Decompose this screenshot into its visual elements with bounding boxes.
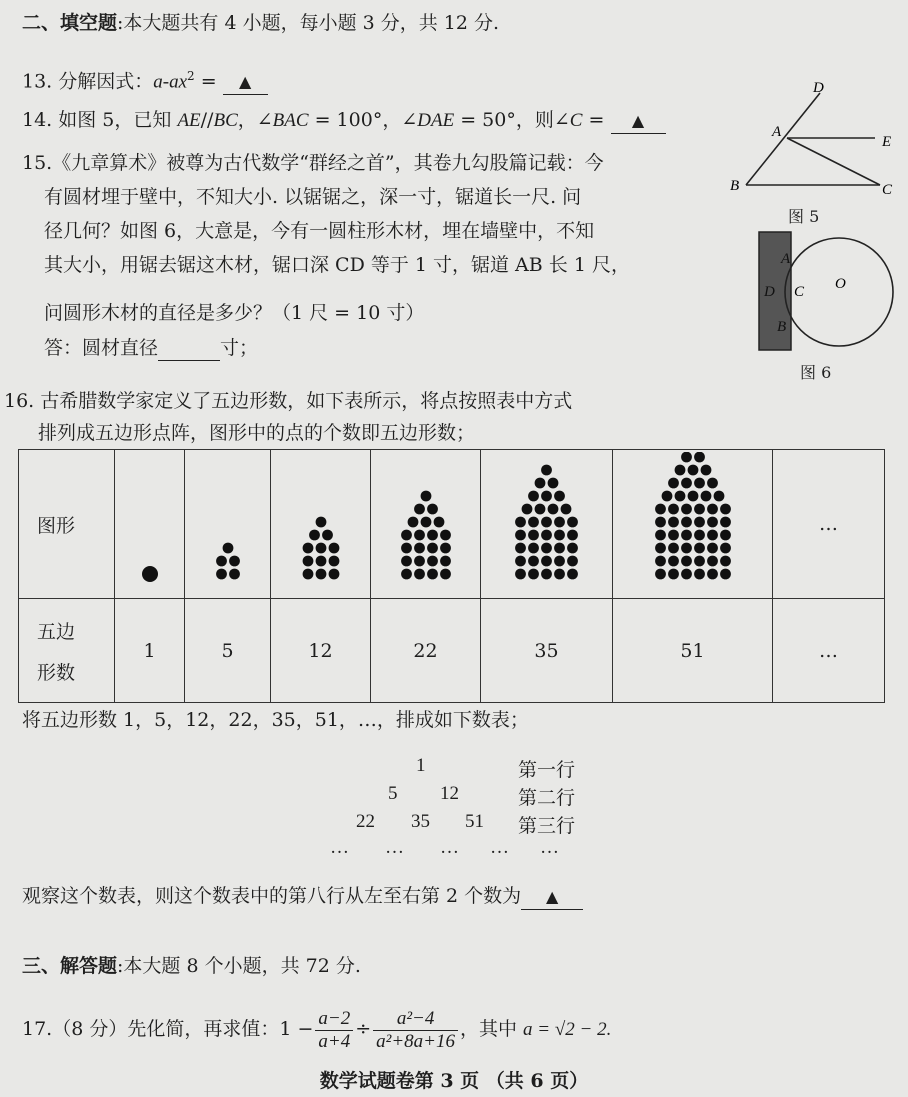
dot-figure-1 xyxy=(120,452,180,592)
pent-dot xyxy=(229,568,240,579)
pent-dot xyxy=(561,503,572,514)
pent-dot xyxy=(668,542,679,553)
pent-dot xyxy=(720,542,731,553)
pent-dot xyxy=(328,542,339,553)
q13-number: 13. xyxy=(22,70,53,93)
q13-exponent: 2 xyxy=(187,69,195,83)
pent-dot xyxy=(309,529,320,540)
pent-dot xyxy=(515,516,526,527)
q17-f1-numerator: a−2 xyxy=(315,1008,353,1031)
row3-label-text: 第三行 xyxy=(518,815,576,837)
pent-dot xyxy=(541,516,552,527)
q17-f2-numerator: a²−4 xyxy=(373,1008,458,1031)
pent-dot xyxy=(700,490,711,501)
pent-figure-2 xyxy=(185,450,271,599)
pent-dot xyxy=(515,529,526,540)
q16-answer-blank[interactable] xyxy=(521,884,583,910)
question-14 xyxy=(22,108,666,134)
pent-dot xyxy=(681,529,692,540)
pent-dot xyxy=(216,555,227,566)
pent-dot xyxy=(528,542,539,553)
pent-dot xyxy=(528,529,539,540)
q17-text2: ，其中 xyxy=(460,1018,524,1040)
pent-dot xyxy=(681,555,692,566)
pent-dot xyxy=(528,490,539,501)
pent-dot xyxy=(720,503,731,514)
pent-dot xyxy=(315,542,326,553)
row3-num-3: 51 xyxy=(465,811,484,832)
pent-dot xyxy=(681,477,692,488)
pent-dot xyxy=(655,568,666,579)
pent-dot xyxy=(315,516,326,527)
q16-question-text: 观察这个数表，则这个数表中的第八行从左至右第 2 个数为 xyxy=(22,885,522,907)
pent-dot xyxy=(528,555,539,566)
pent-figure-5 xyxy=(481,450,613,599)
section2-title: 二、填空题 xyxy=(22,12,118,34)
pent-dot xyxy=(707,503,718,514)
pent-dot xyxy=(328,555,339,566)
pent-dot xyxy=(707,477,718,488)
pent-dot xyxy=(315,555,326,566)
fig5-label-c: C xyxy=(882,182,893,198)
pent-dot xyxy=(541,529,552,540)
pent-dot xyxy=(567,542,578,553)
pent-dot xyxy=(655,516,666,527)
question-13 xyxy=(22,64,268,95)
answer-triangle-icon: ▲ xyxy=(239,72,252,92)
dot-figure-3 xyxy=(276,452,366,592)
pent-dot xyxy=(401,555,412,566)
pent-dot xyxy=(554,529,565,540)
pent-dot xyxy=(707,516,718,527)
figure-6-caption: 图 6 xyxy=(800,363,832,382)
pent-dot xyxy=(554,555,565,566)
pent-dot xyxy=(440,568,451,579)
section2-heading xyxy=(22,11,499,35)
row1-num-1: 1 xyxy=(416,755,426,776)
figure-6 xyxy=(755,230,895,355)
pent-dot xyxy=(420,516,431,527)
pent-dot xyxy=(681,568,692,579)
pent-dot xyxy=(401,568,412,579)
pent-dot xyxy=(315,568,326,579)
pent-dot xyxy=(720,555,731,566)
fig5-label-b: B xyxy=(730,178,740,194)
pent-dot xyxy=(427,555,438,566)
fig6-label-b: B xyxy=(777,319,787,335)
dot-figure-5 xyxy=(484,452,609,592)
q14-text-c: = 100°，∠ xyxy=(308,109,418,131)
q15-line5: 问圆形木材的直径是多少？（1 尺 = 10 寸） xyxy=(44,302,425,324)
fig6-label-o: O xyxy=(835,276,846,292)
pent-dot xyxy=(694,529,705,540)
fig5-label-e: E xyxy=(882,134,892,150)
q15-line3: 径几何？如图 6，大意是，今有一圆柱形木材，埋在墙壁中，不知 xyxy=(44,220,595,242)
q15-answer-suffix: 寸； xyxy=(220,337,259,359)
pent-dot xyxy=(694,452,705,462)
pent-dot xyxy=(302,542,313,553)
row2-num-2: 12 xyxy=(440,783,459,804)
q15-line2: 有圆材埋于壁中，不知大小. 以锯锯之，深一寸，锯道长一尺. 问 xyxy=(44,186,582,208)
pent-dot xyxy=(440,542,451,553)
pent-number-5: 35 xyxy=(481,599,613,703)
pent-dot xyxy=(681,542,692,553)
q15-answer-line xyxy=(44,336,258,361)
pent-dot xyxy=(668,477,679,488)
pent-number-1: 1 xyxy=(115,599,185,703)
pent-dot xyxy=(401,529,412,540)
pent-dot xyxy=(535,503,546,514)
q16-line2: 排列成五边形点阵，图形中的点的个数即五边形数； xyxy=(38,422,476,444)
number-ellipsis: … xyxy=(773,599,885,703)
pent-figure-1 xyxy=(115,450,185,599)
pent-dot xyxy=(687,490,698,501)
pent-dot xyxy=(302,568,313,579)
pent-dot xyxy=(414,555,425,566)
pent-dot xyxy=(668,529,679,540)
pent-dot xyxy=(707,555,718,566)
pent-number-3: 12 xyxy=(271,599,371,703)
row4-dots-1: … xyxy=(330,837,349,858)
section3-desc: :本大题 8 个小题，共 72 分. xyxy=(117,955,361,977)
fig6-label-d: D xyxy=(764,284,775,300)
q14-answer-blank[interactable] xyxy=(611,108,666,134)
pent-dot xyxy=(528,568,539,579)
row4-dots-3: … xyxy=(440,837,459,858)
pent-dot xyxy=(694,542,705,553)
pent-figure-6 xyxy=(613,450,773,599)
pent-dot xyxy=(694,555,705,566)
pent-dot xyxy=(681,452,692,462)
pent-dot xyxy=(229,555,240,566)
pent-dot xyxy=(720,516,731,527)
q17-fraction-2 xyxy=(373,1008,458,1053)
pent-figure-4 xyxy=(371,450,481,599)
q16-line3: 将五边形数 1，5，12，22，35，51，…，排成如下数表； xyxy=(22,709,529,731)
fig5-line-ac xyxy=(787,138,880,185)
pent-dot xyxy=(528,516,539,527)
pent-dot xyxy=(700,464,711,475)
pentagonal-table xyxy=(18,449,885,703)
figure-ellipsis: … xyxy=(773,450,885,599)
pent-dot xyxy=(414,529,425,540)
q14-dae: DAE xyxy=(417,110,455,131)
pent-dot xyxy=(515,542,526,553)
answer-triangle-icon: ▲ xyxy=(631,111,645,130)
fig6-label-a: A xyxy=(781,251,791,267)
pent-dot xyxy=(401,542,412,553)
dot-figure-4 xyxy=(376,452,476,592)
q17-fraction-1 xyxy=(315,1008,353,1053)
q13-expression: a-ax xyxy=(153,71,188,93)
pent-dot xyxy=(554,516,565,527)
pent-dot xyxy=(567,555,578,566)
pent-dot xyxy=(681,503,692,514)
q14-text-d: = 50°，则∠ xyxy=(454,109,570,131)
pent-dot xyxy=(548,503,559,514)
section3-heading xyxy=(22,954,361,978)
q15-line4: 其大小，用锯去锯这木材，锯口深 CD 等于 1 寸，锯道 AB 长 1 尺， xyxy=(44,254,630,276)
row4-dots-4: … xyxy=(490,837,509,858)
q14-text-e: = xyxy=(582,109,605,131)
fig5-line-bd xyxy=(746,93,820,185)
pent-dot xyxy=(440,529,451,540)
row2-label xyxy=(19,599,115,703)
pent-dot xyxy=(414,568,425,579)
pent-dot xyxy=(655,529,666,540)
pent-dot xyxy=(720,568,731,579)
pent-dot xyxy=(427,568,438,579)
pent-dot xyxy=(414,542,425,553)
pent-dot xyxy=(427,503,438,514)
pent-dot xyxy=(567,516,578,527)
pent-dot xyxy=(541,555,552,566)
pent-dot xyxy=(655,542,666,553)
pent-dot xyxy=(548,477,559,488)
q15-line1: 15.《九章算术》被尊为古代数学“群经之首”，其卷九勾股篇记载：今 xyxy=(22,152,604,174)
pent-dot xyxy=(554,490,565,501)
pent-dot xyxy=(668,503,679,514)
pent-dot xyxy=(687,464,698,475)
row2-label-text: 第二行 xyxy=(518,787,576,809)
pent-dot xyxy=(216,568,227,579)
row3-num-2: 35 xyxy=(411,811,430,832)
row4-dots-2: … xyxy=(385,837,404,858)
question-17 xyxy=(22,1001,611,1057)
pent-figure-3 xyxy=(271,450,371,599)
q15-answer-prefix: 答：圆材直径 xyxy=(44,337,159,359)
pent-dot xyxy=(655,555,666,566)
q17-condition: a = √2 − 2. xyxy=(523,1019,612,1040)
answer-triangle-icon: ▲ xyxy=(546,887,559,906)
q16-line4 xyxy=(22,884,583,910)
pent-dot xyxy=(515,555,526,566)
row2-label-line1: 五边 xyxy=(37,620,76,643)
q15-answer-blank[interactable] xyxy=(158,336,220,361)
pent-dot xyxy=(328,568,339,579)
pent-dot xyxy=(414,503,425,514)
pent-dot xyxy=(535,477,546,488)
pent-dot xyxy=(427,542,438,553)
row2-num-1: 5 xyxy=(388,783,398,804)
pent-dot xyxy=(420,490,431,501)
table-row-numbers xyxy=(19,599,885,703)
pent-dot xyxy=(554,542,565,553)
pent-dot xyxy=(668,568,679,579)
pent-dot xyxy=(707,568,718,579)
pent-dot xyxy=(541,568,552,579)
pent-dot xyxy=(655,503,666,514)
pent-dot xyxy=(661,490,672,501)
pent-number-6: 51 xyxy=(613,599,773,703)
q17-text: 17.（8 分）先化简，再求值：1 − xyxy=(22,1018,314,1040)
pent-dot xyxy=(427,529,438,540)
fig5-label-a: A xyxy=(772,124,782,140)
pent-dot xyxy=(541,490,552,501)
pent-dot xyxy=(222,542,233,553)
pent-dot xyxy=(694,503,705,514)
pent-dot xyxy=(567,529,578,540)
pent-dot xyxy=(674,490,685,501)
pent-dot xyxy=(707,542,718,553)
pent-dot xyxy=(668,516,679,527)
pent-dot xyxy=(567,568,578,579)
row1-label-text: 第一行 xyxy=(518,759,576,781)
q13-equals: = xyxy=(194,70,217,93)
pent-dot xyxy=(407,516,418,527)
q14-parallel: // xyxy=(200,109,214,131)
row1-label: 图形 xyxy=(19,450,115,599)
table-row-figures xyxy=(19,450,885,599)
pent-dot xyxy=(668,555,679,566)
dot-figure-6 xyxy=(618,452,768,592)
pent-dot xyxy=(674,464,685,475)
section3-title: 三、解答题 xyxy=(22,955,118,977)
q14-text-b: ，∠ xyxy=(237,109,273,131)
pent-number-2: 5 xyxy=(185,599,271,703)
pent-dot xyxy=(541,464,552,475)
q13-answer-blank[interactable] xyxy=(223,69,268,95)
pent-dot xyxy=(694,568,705,579)
pent-dot xyxy=(142,566,158,582)
q14-text-a: 14. 如图 5，已知 xyxy=(22,109,178,131)
pent-dot xyxy=(713,490,724,501)
page-footer: 数学试题卷第 3 页 （共 6 页） xyxy=(319,1070,589,1092)
row4-dots-5: … xyxy=(540,837,559,858)
row2-label-line2: 形数 xyxy=(37,661,76,684)
fig6-label-c: C xyxy=(794,284,805,300)
q14-bc: BC xyxy=(213,110,238,131)
q14-c: C xyxy=(569,110,583,131)
q14-bac: BAC xyxy=(272,110,309,131)
section2-desc: :本大题共有 4 小题，每小题 3 分，共 12 分. xyxy=(117,12,500,34)
pent-number-4: 22 xyxy=(371,599,481,703)
pent-dot xyxy=(522,503,533,514)
pent-dot xyxy=(694,516,705,527)
q16-line1: 16. 古希腊数学家定义了五边形数，如下表所示，将点按照表中方式 xyxy=(4,390,573,412)
pent-dot xyxy=(554,568,565,579)
pent-dot xyxy=(515,568,526,579)
q14-ae: AE xyxy=(177,110,201,131)
row3-num-1: 22 xyxy=(356,811,375,832)
q17-f2-denominator: a²+8a+16 xyxy=(376,1030,455,1052)
pent-dot xyxy=(433,516,444,527)
pent-dot xyxy=(707,529,718,540)
q17-f1-denominator: a+4 xyxy=(318,1030,351,1052)
q17-divide: ÷ xyxy=(355,1018,372,1040)
pent-dot xyxy=(694,477,705,488)
dot-figure-2 xyxy=(188,452,268,592)
q13-text: 分解因式： xyxy=(58,70,154,93)
pent-dot xyxy=(440,555,451,566)
pent-dot xyxy=(681,516,692,527)
pent-dot xyxy=(541,542,552,553)
pent-dot xyxy=(302,555,313,566)
fig5-label-d: D xyxy=(813,80,824,96)
pent-dot xyxy=(720,529,731,540)
figure-5-caption: 图 5 xyxy=(788,207,820,226)
pent-dot xyxy=(322,529,333,540)
